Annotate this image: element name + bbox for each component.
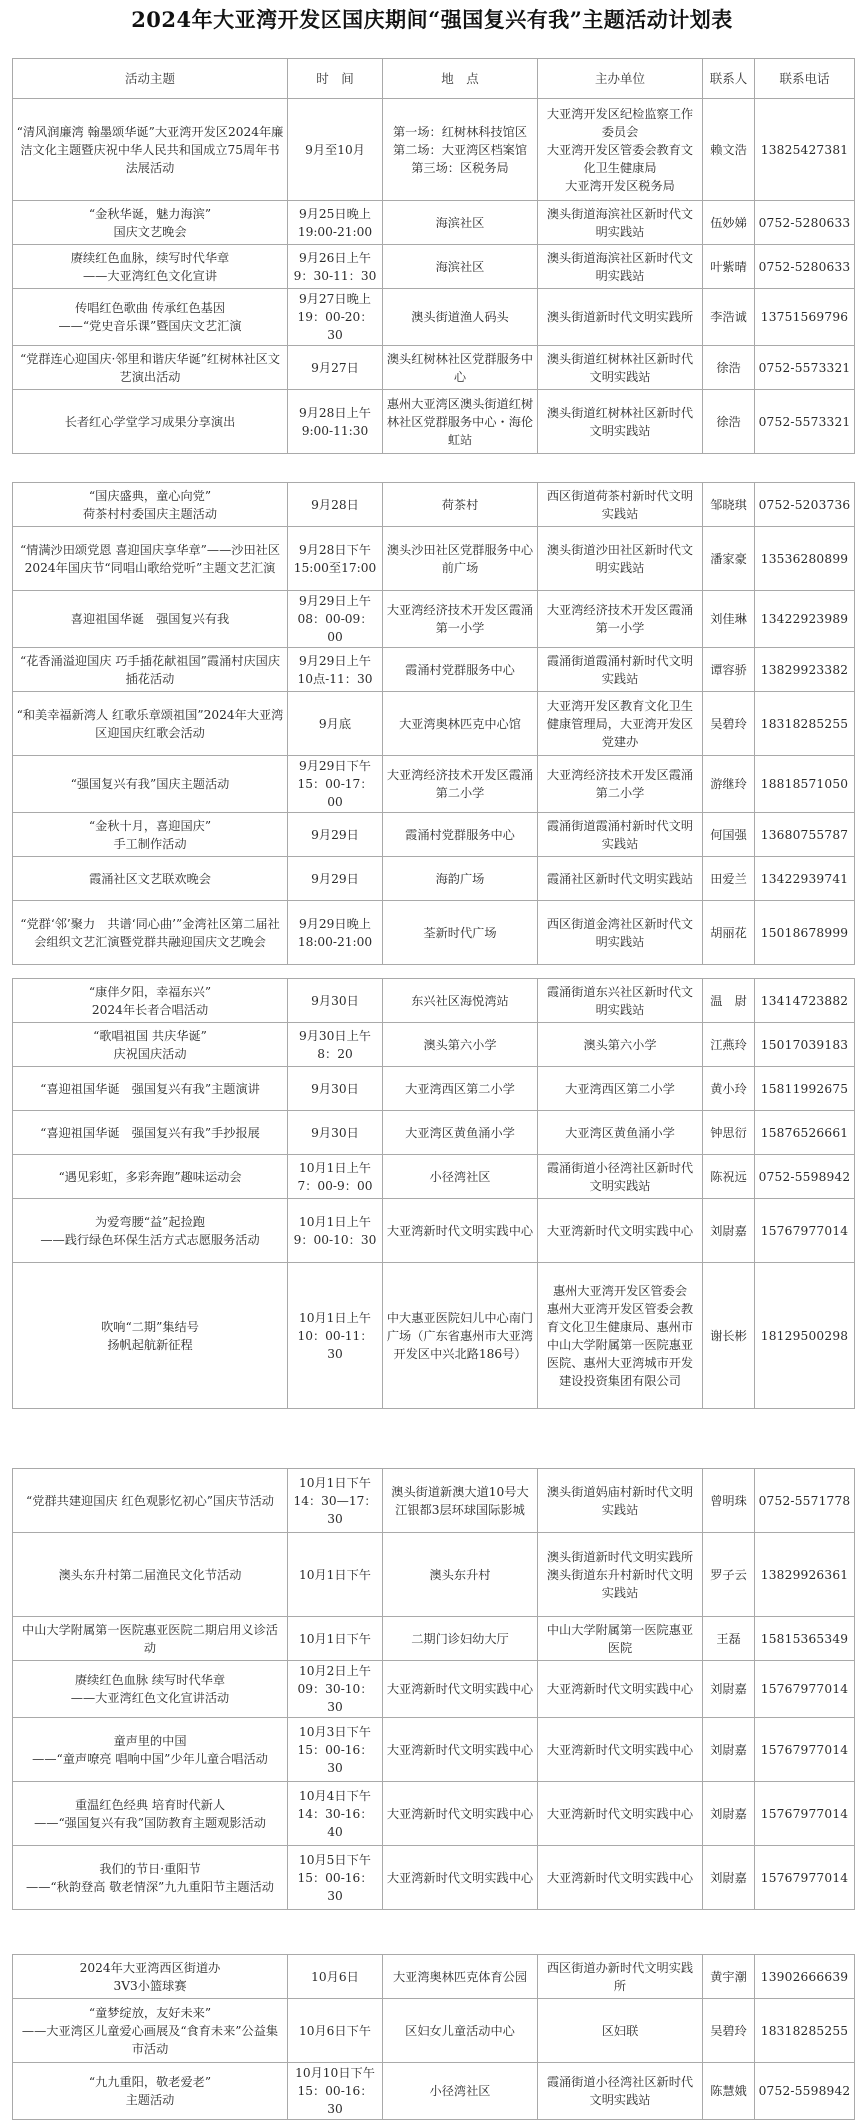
- cell-phone: 13825427381: [755, 99, 855, 201]
- cell-organizer: 霞涌街道东兴社区新时代文明实践站: [538, 979, 703, 1023]
- cell-time: 10月1日下午: [288, 1533, 383, 1617]
- header-organizer: 主办单位: [538, 59, 703, 99]
- cell-place: 澳头东升村: [383, 1533, 538, 1617]
- cell-contact: 邹晓琪: [703, 483, 755, 527]
- cell-contact: 温 尉: [703, 979, 755, 1023]
- cell-theme: “童梦绽放，友好未来” ——大亚湾区儿童爱心画展及“食育未来”公益集市活动: [13, 1999, 288, 2063]
- cell-contact: 谭容骄: [703, 648, 755, 692]
- cell-time: 9月29日上午 10点-11：30: [288, 648, 383, 692]
- cell-phone: 18318285255: [755, 692, 855, 756]
- cell-contact: 江燕玲: [703, 1023, 755, 1067]
- cell-time: 10月1日上午 10：00-11：30: [288, 1263, 383, 1409]
- cell-place: 海滨社区: [383, 201, 538, 245]
- table-row: [13, 692, 855, 756]
- table-row: [13, 1469, 855, 1533]
- cell-time: 9月25日晚上 19:00-21:00: [288, 201, 383, 245]
- table-row: [13, 245, 855, 289]
- cell-place: 大亚湾新时代文明实践中心: [383, 1718, 538, 1782]
- cell-contact: 钟思衍: [703, 1111, 755, 1155]
- cell-time: 9月30日上午 8：20: [288, 1023, 383, 1067]
- cell-organizer: 澳头街道红树林社区新时代文明实践站: [538, 346, 703, 390]
- cell-theme: 赓续红色血脉 续写时代华章 ——大亚湾红色文化宣讲活动: [13, 1661, 288, 1718]
- cell-phone: 13422923989: [755, 591, 855, 648]
- cell-phone: 13422939741: [755, 857, 855, 901]
- table-row: [13, 201, 855, 245]
- cell-theme: “歌唱祖国 共庆华诞” 庆祝国庆活动: [13, 1023, 288, 1067]
- cell-phone: 15767977014: [755, 1782, 855, 1846]
- cell-theme: 为爱弯腰“益”起捡跑 ——践行绿色环保生活方式志愿服务活动: [13, 1199, 288, 1263]
- cell-contact: 刘尉嘉: [703, 1199, 755, 1263]
- cell-phone: 0752-5280633: [755, 201, 855, 245]
- cell-contact: 黄小玲: [703, 1067, 755, 1111]
- cell-place: 海韵广场: [383, 857, 538, 901]
- cell-phone: 15815365349: [755, 1617, 855, 1661]
- table-row: [13, 346, 855, 390]
- header-contact: 联系人: [703, 59, 755, 99]
- header-time: 时 间: [288, 59, 383, 99]
- table-row: [13, 756, 855, 813]
- cell-phone: 18818571050: [755, 756, 855, 813]
- cell-theme: 重温红色经典 培育时代新人 ——“强国复兴有我”国防教育主题观影活动: [13, 1782, 288, 1846]
- cell-organizer: 霞涌街道小径湾社区新时代文明实践站: [538, 1155, 703, 1199]
- cell-theme: “强国复兴有我”国庆主题活动: [13, 756, 288, 813]
- cell-time: 9月29日下午 15：00-17：00: [288, 756, 383, 813]
- cell-organizer: 霞涌社区新时代文明实践站: [538, 857, 703, 901]
- cell-theme: “花香涌溢迎国庆 巧手插花献祖国”霞涌村庆国庆插花活动: [13, 648, 288, 692]
- cell-time: 9月27日晚上 19：00-20：30: [288, 289, 383, 346]
- cell-theme: 霞涌社区文艺联欢晚会: [13, 857, 288, 901]
- cell-organizer: 西区街道办新时代文明实践所: [538, 1955, 703, 1999]
- cell-organizer: 澳头街道海滨社区新时代文明实践站: [538, 201, 703, 245]
- cell-contact: 赖文浩: [703, 99, 755, 201]
- cell-organizer: 大亚湾经济技术开发区霞涌第一小学: [538, 591, 703, 648]
- cell-time: 10月2日上午 09：30-10：30: [288, 1661, 383, 1718]
- cell-theme: “情满沙田颂党恩 喜迎国庆享华章”——沙田社区2024年国庆节“同唱山歌给党听”主题文艺汇演: [13, 527, 288, 591]
- cell-organizer: 大亚湾区黄鱼涌小学: [538, 1111, 703, 1155]
- cell-phone: 0752-5598942: [755, 2063, 855, 2120]
- cell-phone: 15767977014: [755, 1199, 855, 1263]
- header-phone: 联系电话: [755, 59, 855, 99]
- cell-time: 9月28日下午 15:00至17:00: [288, 527, 383, 591]
- cell-contact: 刘佳琳: [703, 591, 755, 648]
- table-row: [13, 1718, 855, 1782]
- cell-contact: 伍妙娣: [703, 201, 755, 245]
- cell-contact: 谢长彬: [703, 1263, 755, 1409]
- cell-organizer: 西区街道金湾社区新时代文明实践站: [538, 901, 703, 965]
- table-row: [13, 1999, 855, 2063]
- cell-phone: 13902666639: [755, 1955, 855, 1999]
- cell-organizer: 大亚湾经济技术开发区霞涌第二小学: [538, 756, 703, 813]
- cell-theme: “喜迎祖国华诞 强国复兴有我”主题演讲: [13, 1067, 288, 1111]
- cell-theme: “党群‘邻’聚力 共谱‘同心曲’”金湾社区第二届社会组织文艺汇演暨党群共融迎国庆文艺晚会: [13, 901, 288, 965]
- cell-contact: 刘尉嘉: [703, 1718, 755, 1782]
- cell-contact: 曾明珠: [703, 1469, 755, 1533]
- cell-place: 第一场：红树林科技馆区 第二场：大亚湾区档案馆 第三场：区税务局: [383, 99, 538, 201]
- cell-contact: 游继玲: [703, 756, 755, 813]
- cell-place: 大亚湾奥林匹克体育公园: [383, 1955, 538, 1999]
- cell-phone: 15017039183: [755, 1023, 855, 1067]
- activity-table-section-4: [12, 1468, 855, 1910]
- cell-place: 霞涌村党群服务中心: [383, 648, 538, 692]
- activity-table-section-2: [12, 482, 855, 965]
- table-row: [13, 483, 855, 527]
- cell-time: 10月3日下午 15：00-16：30: [288, 1718, 383, 1782]
- cell-organizer: 澳头街道新时代文明实践所: [538, 289, 703, 346]
- cell-theme: 童声里的中国 ——“童声嘹亮 唱响中国”少年儿童合唱活动: [13, 1718, 288, 1782]
- cell-time: 10月6日: [288, 1955, 383, 1999]
- table-row: [13, 901, 855, 965]
- cell-contact: 陈祝远: [703, 1155, 755, 1199]
- table-row: [13, 99, 855, 201]
- table-row: [13, 1199, 855, 1263]
- table-row: [13, 2063, 855, 2120]
- activity-table-section-3: [12, 978, 855, 1409]
- cell-organizer: 大亚湾新时代文明实践中心: [538, 1661, 703, 1718]
- cell-phone: 15767977014: [755, 1661, 855, 1718]
- cell-theme: “国庆盛典，童心向党” 荷茶村村委国庆主题活动: [13, 483, 288, 527]
- cell-theme: “和美幸福新湾人 红歌乐章颂祖国”2024年大亚湾区迎国庆红歌会活动: [13, 692, 288, 756]
- cell-time: 9月28日上午 9:00-11:30: [288, 390, 383, 454]
- table-row: [13, 1617, 855, 1661]
- table-row: [13, 1263, 855, 1409]
- cell-time: 10月1日上午 7：00-9：00: [288, 1155, 383, 1199]
- table-row: [13, 648, 855, 692]
- cell-organizer: 澳头街道红树林社区新时代文明实践站: [538, 390, 703, 454]
- table-row: [13, 1111, 855, 1155]
- cell-place: 大亚湾奥林匹克中心馆: [383, 692, 538, 756]
- cell-contact: 李浩诚: [703, 289, 755, 346]
- table-row: [13, 527, 855, 591]
- cell-contact: 吴碧玲: [703, 1999, 755, 2063]
- cell-place: 大亚湾新时代文明实践中心: [383, 1846, 538, 1910]
- cell-theme: 中山大学附属第一医院惠亚医院二期启用义诊活动: [13, 1617, 288, 1661]
- cell-contact: 徐浩: [703, 346, 755, 390]
- cell-time: 9月底: [288, 692, 383, 756]
- cell-theme: 2024年大亚湾西区街道办 3V3小篮球赛: [13, 1955, 288, 1999]
- cell-organizer: 澳头街道妈庙村新时代文明实践站: [538, 1469, 703, 1533]
- cell-contact: 潘家豪: [703, 527, 755, 591]
- cell-organizer: 霞涌街道小径湾社区新时代文明实践站: [538, 2063, 703, 2120]
- table-row: [13, 1155, 855, 1199]
- cell-phone: 13680755787: [755, 813, 855, 857]
- cell-time: 9月29日: [288, 857, 383, 901]
- cell-place: 大亚湾新时代文明实践中心: [383, 1782, 538, 1846]
- cell-time: 10月4日下午 14：30-16：40: [288, 1782, 383, 1846]
- cell-organizer: 大亚湾新时代文明实践中心: [538, 1718, 703, 1782]
- cell-contact: 刘尉嘉: [703, 1661, 755, 1718]
- cell-organizer: 大亚湾开发区教育文化卫生健康管理局，大亚湾开发区党建办: [538, 692, 703, 756]
- cell-place: 大亚湾西区第二小学: [383, 1067, 538, 1111]
- cell-place: 大亚湾经济技术开发区霞涌第一小学: [383, 591, 538, 648]
- cell-theme: 长者红心学堂学习成果分享演出: [13, 390, 288, 454]
- cell-contact: 刘尉嘉: [703, 1782, 755, 1846]
- cell-contact: 刘尉嘉: [703, 1846, 755, 1910]
- cell-time: 9月29日上午 08：00-09：00: [288, 591, 383, 648]
- cell-time: 9月28日: [288, 483, 383, 527]
- cell-place: 澳头沙田社区党群服务中心前广场: [383, 527, 538, 591]
- cell-time: 10月1日下午 14：30—17：30: [288, 1469, 383, 1533]
- cell-place: 小径湾社区: [383, 2063, 538, 2120]
- cell-theme: 赓续红色血脉，续写时代华章 ——大亚湾红色文化宣讲: [13, 245, 288, 289]
- cell-phone: 18318285255: [755, 1999, 855, 2063]
- header-place: 地 点: [383, 59, 538, 99]
- cell-contact: 陈慧娥: [703, 2063, 755, 2120]
- cell-place: 区妇女儿童活动中心: [383, 1999, 538, 2063]
- cell-contact: 罗子云: [703, 1533, 755, 1617]
- cell-theme: 吹响“二期”集结号 扬帆起航新征程: [13, 1263, 288, 1409]
- cell-contact: 王磊: [703, 1617, 755, 1661]
- cell-time: 10月1日上午 9：00-10：30: [288, 1199, 383, 1263]
- cell-theme: “清风润廉湾 翰墨颂华诞”大亚湾开发区2024年廉洁文化主题暨庆祝中华人民共和国成立75周年书法展活动: [13, 99, 288, 201]
- table-row: [13, 979, 855, 1023]
- cell-organizer: 区妇联: [538, 1999, 703, 2063]
- table-row: [13, 857, 855, 901]
- table-row: [13, 1067, 855, 1111]
- cell-place: 大亚湾新时代文明实践中心: [383, 1661, 538, 1718]
- cell-phone: 13829923382: [755, 648, 855, 692]
- cell-phone: 13414723882: [755, 979, 855, 1023]
- activity-table-section-1: [12, 58, 855, 454]
- cell-contact: 叶紫晴: [703, 245, 755, 289]
- cell-contact: 田爱兰: [703, 857, 755, 901]
- cell-time: 9月29日: [288, 813, 383, 857]
- cell-organizer: 大亚湾西区第二小学: [538, 1067, 703, 1111]
- table-row: [13, 289, 855, 346]
- cell-contact: 徐浩: [703, 390, 755, 454]
- cell-place: 荃新时代广场: [383, 901, 538, 965]
- cell-theme: “党群连心迎国庆·邻里和谐庆华诞”红树林社区文艺演出活动: [13, 346, 288, 390]
- cell-phone: 15876526661: [755, 1111, 855, 1155]
- page-title: 2024年大亚湾开发区国庆期间“强国复兴有我”主题活动计划表: [131, 7, 733, 32]
- table-row: [13, 1533, 855, 1617]
- cell-phone: 13536280899: [755, 527, 855, 591]
- header-theme: 活动主题: [13, 59, 288, 99]
- cell-organizer: 澳头第六小学: [538, 1023, 703, 1067]
- cell-phone: 15767977014: [755, 1846, 855, 1910]
- cell-phone: 0752-5571778: [755, 1469, 855, 1533]
- cell-organizer: 大亚湾新时代文明实践中心: [538, 1199, 703, 1263]
- table-row: [13, 1955, 855, 1999]
- table-row: [13, 1661, 855, 1718]
- cell-phone: 0752-5573321: [755, 390, 855, 454]
- activity-table-section-5: [12, 1954, 855, 2120]
- cell-time: 9月27日: [288, 346, 383, 390]
- cell-organizer: 霞涌街道霞涌村新时代文明实践站: [538, 813, 703, 857]
- cell-theme: “九九重阳，敬老爱老” 主题活动: [13, 2063, 288, 2120]
- cell-theme: “喜迎祖国华诞 强国复兴有我”手抄报展: [13, 1111, 288, 1155]
- cell-place: 澳头街道新澳大道10号大江银都3层环球国际影城: [383, 1469, 538, 1533]
- cell-contact: 黄宇潮: [703, 1955, 755, 1999]
- cell-place: 二期门诊妇幼大厅: [383, 1617, 538, 1661]
- cell-place: 海滨社区: [383, 245, 538, 289]
- table-row: [13, 1023, 855, 1067]
- cell-organizer: 澳头街道海滨社区新时代文明实践站: [538, 245, 703, 289]
- cell-place: 澳头红树林社区党群服务中心: [383, 346, 538, 390]
- table-header-row: [13, 59, 855, 99]
- cell-phone: 18129500298: [755, 1263, 855, 1409]
- cell-phone: 0752-5203736: [755, 483, 855, 527]
- cell-time: 9月30日: [288, 1111, 383, 1155]
- cell-organizer: 大亚湾新时代文明实践中心: [538, 1846, 703, 1910]
- table-row: [13, 1846, 855, 1910]
- cell-phone: 15767977014: [755, 1718, 855, 1782]
- cell-theme: 我们的节日·重阳节 ——“秋韵登高 敬老情深”九九重阳节主题活动: [13, 1846, 288, 1910]
- cell-phone: 0752-5598942: [755, 1155, 855, 1199]
- cell-time: 9月至10月: [288, 99, 383, 201]
- table-row: [13, 390, 855, 454]
- table-row: [13, 813, 855, 857]
- cell-organizer: 大亚湾新时代文明实践中心: [538, 1782, 703, 1846]
- cell-theme: 喜迎祖国华诞 强国复兴有我: [13, 591, 288, 648]
- cell-organizer: 霞涌街道霞涌村新时代文明实践站: [538, 648, 703, 692]
- cell-place: 大亚湾新时代文明实践中心: [383, 1199, 538, 1263]
- table-row: [13, 1782, 855, 1846]
- cell-organizer: 西区街道荷茶村新时代文明实践站: [538, 483, 703, 527]
- cell-phone: 15811992675: [755, 1067, 855, 1111]
- cell-time: 9月26日上午 9：30-11：30: [288, 245, 383, 289]
- cell-time: 9月30日: [288, 979, 383, 1023]
- cell-place: 惠州大亚湾区澳头街道红树林社区党群服务中心・海伦虹站: [383, 390, 538, 454]
- cell-phone: 13751569796: [755, 289, 855, 346]
- cell-time: 9月29日晚上 18:00-21:00: [288, 901, 383, 965]
- cell-phone: 0752-5280633: [755, 245, 855, 289]
- cell-theme: 澳头东升村第二届渔民文化节活动: [13, 1533, 288, 1617]
- cell-place: 小径湾社区: [383, 1155, 538, 1199]
- table-row: [13, 591, 855, 648]
- cell-time: 10月6日下午: [288, 1999, 383, 2063]
- cell-theme: “金秋十月，喜迎国庆” 手工制作活动: [13, 813, 288, 857]
- cell-organizer: 中山大学附属第一医院惠亚医院: [538, 1617, 703, 1661]
- cell-theme: “康伴夕阳，幸福东兴” 2024年长者合唱活动: [13, 979, 288, 1023]
- cell-contact: 何国强: [703, 813, 755, 857]
- cell-organizer: 澳头街道新时代文明实践所 澳头街道东升村新时代文明实践站: [538, 1533, 703, 1617]
- cell-theme: “金秋华诞，魅力海滨” 国庆文艺晚会: [13, 201, 288, 245]
- cell-organizer: 大亚湾开发区纪检监察工作委员会 大亚湾开发区管委会教育文化卫生健康局 大亚湾开发区税务局: [538, 99, 703, 201]
- cell-time: 10月1日下午: [288, 1617, 383, 1661]
- cell-contact: 胡丽花: [703, 901, 755, 965]
- cell-organizer: 澳头街道沙田社区新时代文明实践站: [538, 527, 703, 591]
- cell-time: 9月30日: [288, 1067, 383, 1111]
- cell-theme: “党群共建迎国庆 红色观影忆初心”国庆节活动: [13, 1469, 288, 1533]
- cell-phone: 0752-5573321: [755, 346, 855, 390]
- cell-organizer: 惠州大亚湾开发区管委会 惠州大亚湾开发区管委会教育文化卫生健康局、惠州市中山大学附属第一医院惠亚医院、惠州大亚湾城市开发建设投资集团有限公司: [538, 1263, 703, 1409]
- cell-place: 中大惠亚医院妇儿中心南门广场（广东省惠州市大亚湾开发区中兴北路186号）: [383, 1263, 538, 1409]
- cell-place: 荷茶村: [383, 483, 538, 527]
- cell-theme: “遇见彩虹，多彩奔跑”趣味运动会: [13, 1155, 288, 1199]
- cell-theme: 传唱红色歌曲 传承红色基因 ——“党史音乐课”暨国庆文艺汇演: [13, 289, 288, 346]
- cell-place: 大亚湾经济技术开发区霞涌第二小学: [383, 756, 538, 813]
- cell-contact: 吴碧玲: [703, 692, 755, 756]
- cell-place: 霞涌村党群服务中心: [383, 813, 538, 857]
- cell-place: 澳头第六小学: [383, 1023, 538, 1067]
- cell-place: 大亚湾区黄鱼涌小学: [383, 1111, 538, 1155]
- cell-phone: 15018678999: [755, 901, 855, 965]
- cell-phone: 13829926361: [755, 1533, 855, 1617]
- cell-time: 10月5日下午 15：00-16：30: [288, 1846, 383, 1910]
- cell-place: 东兴社区海悦湾站: [383, 979, 538, 1023]
- cell-place: 澳头街道渔人码头: [383, 289, 538, 346]
- cell-time: 10月10日下午 15：00-16：30: [288, 2063, 383, 2120]
